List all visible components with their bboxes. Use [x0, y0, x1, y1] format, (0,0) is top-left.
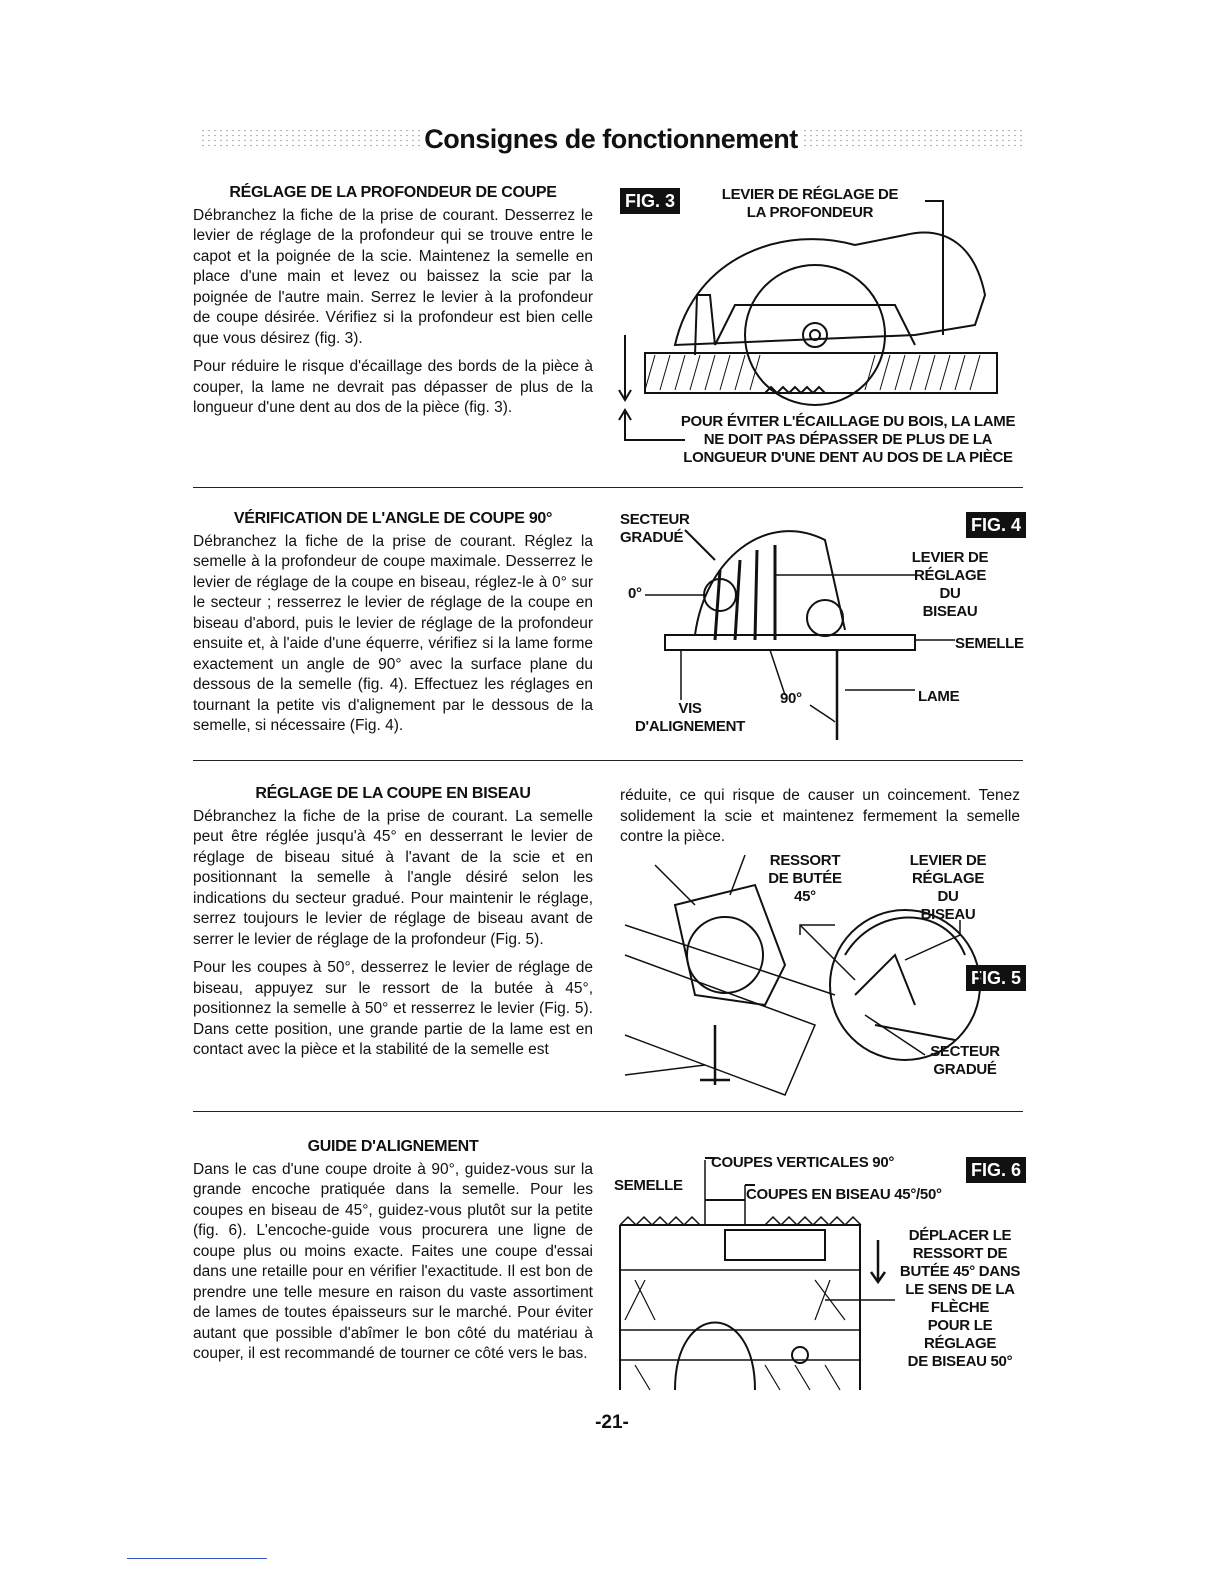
section-angle — [193, 509, 593, 745]
section-heading: VÉRIFICATION DE L'ANGLE DE COUPE 90° — [233, 510, 553, 527]
section-divider — [193, 760, 1023, 761]
section-heading: GUIDE D'ALIGNEMENT — [307, 1138, 479, 1155]
fig4-saw-illustration — [615, 500, 1025, 740]
fig4-label-secteur: SECTEUR GRADUÉ — [620, 511, 690, 546]
section-depth — [193, 183, 593, 427]
paragraph: Débranchez la fiche de la prise de courant. Réglez la semelle à la profondeur de coupe maximale. Desserrez le levier de réglage de la coupe en biseau, réglez-le à 0° sur le secteur ; resserrez le levier de réglage de la coupe en biseau d'abord, puis le levier de réglage de la profondeur ensuite et, à l'aide d'une équerre, vérifiez si la lame forme exactement un angle de 90° avec la surface plane du dessous de la semelle (fig. 4). Effectuez les réglages en tournant la petite vis d'alignement par le dessous de la semelle, si nécessaire (Fig. 4). — [193, 532, 593, 734]
fig4-label-vis: VIS D'ALIGNEMENT — [635, 700, 745, 735]
fig6-label-biseau: COUPES EN BISEAU 45°/50° — [746, 1186, 942, 1203]
fig3-caption: POUR ÉVITER L'ÉCAILLAGE DU BOIS, LA LAME NE DOIT PAS DÉPASSER DE PLUS DE LA LONGUEUR D'UNE DENT AU DOS DE LA PIÈCE — [680, 413, 1016, 466]
fig3-label-lever: LEVIER DE RÉGLAGE DE LA PROFONDEUR — [721, 186, 899, 221]
fig4-label-lever: LEVIER DE RÉGLAGE DU BISEAU — [911, 549, 989, 620]
fig5-label-ressort: RESSORT DE BUTÉE 45° — [768, 852, 842, 905]
figure-badge: FIG. 3 — [620, 188, 680, 214]
section-heading: RÉGLAGE DE LA COUPE EN BISEAU — [255, 785, 531, 802]
section-guide — [193, 1137, 593, 1373]
fig4-label-semelle: SEMELLE — [955, 635, 1024, 652]
section-bevel — [193, 784, 593, 1069]
section-heading: RÉGLAGE DE LA PROFONDEUR DE COUPE — [229, 184, 557, 201]
footer-rule — [127, 1558, 267, 1559]
fig6-shoe-illustration — [615, 1150, 895, 1395]
fig4-label-zero: 0° — [628, 585, 642, 602]
fig5-saw-illustration — [615, 845, 1015, 1110]
page-number: -21- — [595, 1412, 629, 1433]
fig4-label-angle: 90° — [780, 690, 802, 707]
fig4-label-lame: LAME — [918, 688, 960, 705]
page-title: Consignes de fonctionnement — [424, 124, 798, 154]
fig5-label-lever: LEVIER DE RÉGLAGE DU BISEAU — [909, 852, 987, 923]
paragraph: Débranchez la fiche de la prise de courant. Desserrez le levier de réglage de la profondeur qui se trouve entre le capot et la poignée de la scie. Maintenez la semelle en place d'une main et levez ou baissez la scie par la poignée de l'autre main. Serrez le levier à la profondeur de coupe désirée. Vérifiez si la profondeur est bien celle que vous désirez (fig. 3). — [193, 206, 593, 347]
fig6-label-move: DÉPLACER LE RESSORT DE BUTÉE 45° DANS LE SENS DE LA FLÈCHE POUR LE RÉGLAGE DE BISEAU 50° — [899, 1227, 1021, 1370]
paragraph: Dans le cas d'une coupe droite à 90°, guidez-vous sur la grande encoche pratiquée dans la semelle. Pour les coupes en biseau de 45°, guidez-vous plutôt sur la petite (fig. 6). L'encoche-guide vous procurera une ligne de coupe plus ou moins exacte. Faites une coupe d'essai dans une retaille pour en vérifier l'exactitude. Il est bon de prendre une telle mesure en raison du vaste assortiment de lames de toutes épaisseurs sur le marché. Pour éviter autant que possible d'abîmer le bon côté du matériau à couper, il est recommandé de tourner ce côté vers le bas. — [193, 1160, 593, 1362]
fig3-saw-illustration — [615, 185, 1015, 445]
figure-badge: FIG. 4 — [966, 512, 1026, 538]
paragraph: Débranchez la fiche de la prise de courant. La semelle peut être réglée jusqu'à 45° en desserrant le levier de réglage de biseau situé à l'avant de la scie et en positionnant la semelle à l'angle désiré selon les indications du secteur gradué. Pour maintenir le réglage, serrez toujours le levier de réglage de biseau avant de serrer le levier de réglage de la profondeur (Fig. 5). — [193, 807, 593, 948]
section-divider — [193, 487, 1023, 488]
fig6-label-vertical: COUPES VERTICALES 90° — [711, 1154, 895, 1171]
section-divider — [193, 1111, 1023, 1112]
paragraph: Pour réduire le risque d'écaillage des bords de la pièce à couper, la lame ne devrait pas dépasser de plus de la longueur d'une dent au dos de la pièce (fig. 3). — [193, 358, 593, 416]
paragraph: réduite, ce qui risque de causer un coincement. Tenez solidement la scie et maintenez fermement la semelle contre la pièce. — [620, 787, 1020, 845]
fig6-label-semelle: SEMELLE — [614, 1177, 683, 1194]
paragraph: Pour les coupes à 50°, desserrez le levier de réglage de biseau, appuyez sur le ressort de la butée à 45°, positionnez la semelle à 50° et resserrez le levier (Fig. 5). Dans cette position, une grande partie de la lame est en contact avec la pièce et la stabilité de la semelle est — [193, 959, 593, 1058]
fig5-label-secteur: SECTEUR GRADUÉ — [930, 1043, 1000, 1078]
title-band — [200, 118, 1022, 162]
figure-badge: FIG. 5 — [966, 965, 1026, 991]
figure-badge: FIG. 6 — [966, 1157, 1026, 1183]
